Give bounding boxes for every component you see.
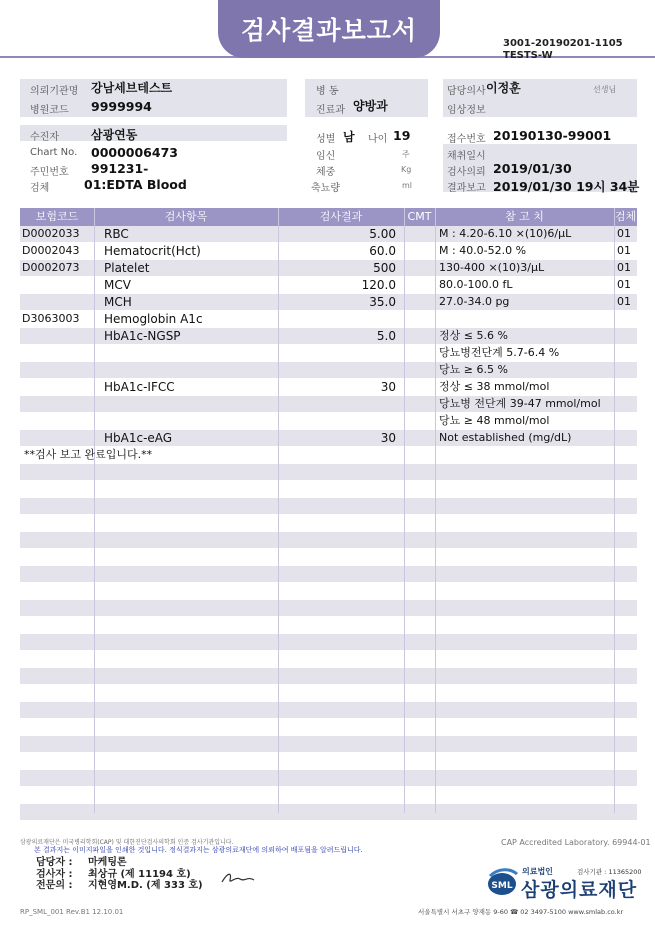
age-label: 나이 <box>368 134 388 145</box>
staff-examiner-name: 최상규 (제 11194 호) <box>88 869 191 880</box>
org-small-label: 의료법인 <box>522 867 553 876</box>
certification-note: 삼광의료재단은 미국병리학회(CAP) 및 대한진단검사의학회 인증 검사기관입니다. <box>20 839 234 846</box>
staff-examiner-label: 검사자 : <box>36 869 73 880</box>
table-stripe <box>20 464 637 480</box>
report-value: 2019/01/30 19시 34분 <box>493 179 640 194</box>
sex-value: 남 <box>343 130 355 144</box>
weight-unit: Kg <box>401 165 412 174</box>
specimen-value: 01:EDTA Blood <box>84 177 187 192</box>
sml-logo-icon <box>484 866 520 898</box>
dept-label: 진료과 <box>316 105 345 116</box>
column-divider <box>278 208 279 813</box>
header-code: 보험코드 <box>35 210 79 223</box>
table-stripe <box>20 668 637 684</box>
urine-unit: ml <box>402 181 413 190</box>
ward-label: 병 동 <box>316 86 339 97</box>
header-item: 검사항목 <box>164 210 208 223</box>
completion-note: **검사 보고 완료입니다.** <box>24 448 153 461</box>
row-code: D3063003 <box>22 312 80 325</box>
row-result: 5.00 <box>369 227 396 241</box>
row-item: Platelet <box>104 261 150 275</box>
column-divider <box>614 208 615 813</box>
row-item: Hematocrit(Hct) <box>104 244 201 258</box>
doctor-suffix: 선생님 <box>593 85 617 94</box>
org-code: 검사기관 : 11365200 <box>577 868 642 876</box>
clinical-label: 임상정보 <box>447 105 486 116</box>
report-title: 검사결과보고서 <box>218 0 440 58</box>
row-item: HbA1c-NGSP <box>104 329 181 343</box>
table-stripe <box>20 600 637 616</box>
row-reference: 130-400 ×(10)3/μL <box>439 261 545 274</box>
receipt-label: 접수번호 <box>447 134 486 145</box>
column-divider <box>94 208 95 813</box>
row-result: 30 <box>380 431 396 445</box>
pregnancy-unit: 주 <box>402 150 410 159</box>
table-stripe <box>20 498 637 514</box>
staff-specialist-name: 지현영M.D. (제 333 호) <box>88 880 203 891</box>
staff-manager-name: 마케팅론 <box>88 857 127 868</box>
disclaimer: 본 결과지는 이미지파일을 인쇄한 것입니다. 정식결과지는 삼광의료재단에 의뢰하여 배포됨을 알려드립니다. <box>34 846 363 854</box>
table-stripe <box>20 702 637 718</box>
doctor-label: 담당의사 <box>447 86 486 97</box>
weight-label: 체중 <box>316 167 336 178</box>
row-item: MCH <box>104 295 132 309</box>
row-item: HbA1c-eAG <box>104 431 173 445</box>
row-reference: 정상 ≤ 5.6 % <box>439 329 508 342</box>
chart-label: Chart No. <box>30 147 78 158</box>
doc-no: 3001-20190201-1105 <box>503 38 623 49</box>
row-result: 500 <box>373 261 396 275</box>
row-result: 35.0 <box>369 295 396 309</box>
hospital-code-value: 9999994 <box>91 99 152 114</box>
doctor-value: 이정훈 <box>486 81 521 95</box>
org-name: 삼광의료재단 <box>521 879 638 901</box>
row-reference: 당뇨병전단계 5.7-6.4 % <box>439 346 560 359</box>
row-item: HbA1c-IFCC <box>104 380 175 394</box>
chart-value: 0000006473 <box>91 145 178 160</box>
row-specimen: 01 <box>617 244 631 257</box>
row-specimen: 01 <box>617 261 631 274</box>
request-label: 검사의뢰 <box>447 167 486 178</box>
sex-label: 성별 <box>316 134 336 145</box>
table-stripe <box>20 532 637 548</box>
row-reference: Not established (mg/dL) <box>439 431 572 444</box>
row-reference: 정상 ≤ 38 mmol/mol <box>439 380 550 393</box>
row-result: 30 <box>380 380 396 394</box>
row-result: 5.0 <box>376 329 396 343</box>
table-stripe <box>20 362 637 378</box>
doc-code: TESTS-W <box>503 50 553 61</box>
row-result: 60.0 <box>369 244 396 258</box>
table-stripe <box>20 566 637 582</box>
row-reference: 27.0-34.0 pg <box>439 295 510 308</box>
form-id: RP_SML_001 Rev.B1 12.10.01 <box>20 908 124 916</box>
dept-value: 양방과 <box>353 99 388 113</box>
row-code: D0002033 <box>22 227 80 240</box>
row-reference: M : 40.0-52.0 % <box>439 244 527 257</box>
table-stripe <box>20 634 637 650</box>
receipt-value: 20190130-99001 <box>493 128 612 143</box>
column-divider <box>404 208 405 813</box>
header-specimen: 검체 <box>614 210 637 223</box>
cap-accreditation: CAP Accredited Laboratory. 69944-01 <box>501 838 651 847</box>
age-value: 19 <box>393 128 411 143</box>
row-specimen: 01 <box>617 295 631 308</box>
row-reference: 80.0-100.0 fL <box>439 278 513 291</box>
row-specimen: 01 <box>617 278 631 291</box>
row-item: RBC <box>104 227 129 241</box>
pregnancy-label: 임신 <box>316 151 336 162</box>
patient-label: 수진자 <box>30 132 59 143</box>
urine-label: 축뇨량 <box>311 183 340 194</box>
row-specimen: 01 <box>617 227 631 240</box>
header-cmt: CMT <box>407 210 432 223</box>
logo-text: SML <box>491 881 513 891</box>
table-stripe <box>20 804 637 820</box>
row-item: Hemoglobin A1c <box>104 312 203 326</box>
org-address: 서울특별시 서초구 양재동 9-60 ☎ 02 3497-5100 www.smlab.co.kr <box>418 908 624 916</box>
patient-value: 삼광연동 <box>91 128 138 142</box>
institution-value: 강남세브테스트 <box>91 81 173 95</box>
row-reference: 당뇨 ≥ 48 mmol/mol <box>439 414 550 427</box>
table-stripe <box>20 770 637 786</box>
rrn-value: 991231- <box>91 161 149 176</box>
row-reference: M : 4.20-6.10 ×(10)6/μL <box>439 227 572 240</box>
row-reference: 당뇨병 전단계 39-47 mmol/mol <box>439 397 601 410</box>
institution-label: 의뢰기관명 <box>30 86 79 97</box>
row-code: D0002043 <box>22 244 80 257</box>
staff-specialist-label: 전문의 : <box>36 880 73 891</box>
hospital-code-label: 병원코드 <box>30 105 69 116</box>
row-reference: 당뇨 ≥ 6.5 % <box>439 363 508 376</box>
header-reference: 참 고 치 <box>505 210 544 223</box>
signature <box>220 870 260 886</box>
row-result: 120.0 <box>361 278 396 292</box>
specimen-label: 검체 <box>30 183 50 194</box>
staff-manager-label: 담당자 : <box>36 857 73 868</box>
row-code: D0002073 <box>22 261 80 274</box>
header-result: 검사결과 <box>319 210 363 223</box>
rrn-label: 주민번호 <box>30 167 69 178</box>
request-value: 2019/01/30 <box>493 161 572 176</box>
column-divider <box>435 208 436 813</box>
collect-label: 채취일시 <box>447 151 486 162</box>
info-shade <box>20 125 287 141</box>
report-label: 결과보고 <box>447 183 486 194</box>
document-number <box>503 38 623 62</box>
row-item: MCV <box>104 278 131 292</box>
table-stripe <box>20 736 637 752</box>
